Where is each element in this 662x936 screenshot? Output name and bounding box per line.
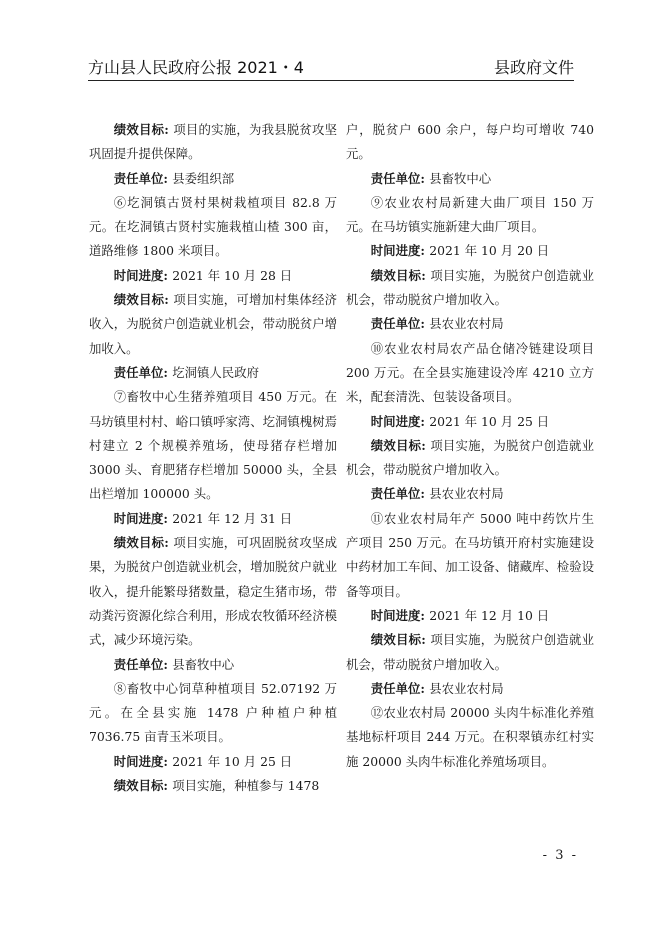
field-label: 责任单位: (113, 170, 173, 186)
project-description: ⑨农业农村局新建大曲厂项目 150 万元。在马坊镇实施新建大曲厂项目。 (346, 194, 594, 235)
paragraph (89, 288, 337, 361)
section-title: 县政府文件 (493, 58, 574, 77)
paragraph (346, 507, 594, 604)
field-label: 绩效目标: (370, 267, 431, 283)
paragraph (346, 337, 594, 410)
paragraph (346, 312, 594, 336)
left-column (89, 118, 337, 798)
project-description: ⑧畜牧中心饲草种植项目 52.07192 万元。在全县实施 1478 户种植户种植 7036.75 亩青玉米项目。 (89, 680, 337, 745)
paragraph (346, 264, 594, 313)
field-value: 县农业农村局 (429, 316, 504, 332)
paragraph (89, 774, 337, 798)
paragraph (346, 628, 594, 677)
paragraph (346, 701, 594, 774)
paragraph (346, 191, 594, 240)
field-label: 责任单位: (113, 364, 173, 380)
field-value: 项目实施，为脱贫户创造就业机会，带动脱贫户增加收入。 (346, 632, 594, 672)
paragraph-text: 户，脱贫户 600 余户，每户均可增收 740 元。 (346, 122, 594, 162)
field-label: 责任单位: (370, 170, 430, 186)
field-value: 圪洞镇人民政府 (172, 364, 259, 380)
paragraph (89, 118, 337, 167)
paragraph (89, 167, 337, 191)
field-label: 时间进度: (370, 413, 430, 429)
field-label: 责任单位: (370, 316, 430, 332)
field-value: 项目实施，种植参与 1478 (172, 778, 320, 794)
field-value: 县农业农村局 (429, 486, 504, 502)
field-label: 绩效目标: (113, 778, 173, 794)
field-label: 时间进度: (113, 753, 173, 769)
field-value: 2021 年 10 月 28 日 (172, 267, 293, 283)
field-value: 2021 年 12 月 10 日 (429, 607, 550, 623)
paragraph (346, 482, 594, 506)
field-value: 项目实施，为脱贫户创造就业机会，带动脱贫户增加收入。 (346, 267, 594, 308)
paragraph (346, 118, 594, 167)
field-value: 县委组织部 (172, 170, 235, 186)
paragraph (346, 410, 594, 434)
field-label: 时间进度: (113, 267, 173, 283)
field-label: 责任单位: (370, 680, 430, 696)
paragraph (89, 264, 337, 288)
field-value: 县畜牧中心 (429, 170, 492, 186)
field-value: 2021 年 12 月 31 日 (172, 510, 293, 526)
project-description: ⑩农业农村局农产品仓储冷链建设项目 200 万元。在全县实施建设冷库 4210 立方米，配套清洗、包装设备项目。 (346, 340, 594, 405)
project-description: ⑦畜牧中心生猪养殖项目 450 万元。在马坊镇里村村、峪口镇呼家湾、圪洞镇槐树焉村建立 2 个规模养殖场，使母猪存栏增加 3000 头、育肥猪存栏增加 50000 头，全县出栏增加 100000 头。 (89, 389, 337, 502)
field-value: 2021 年 10 月 25 日 (172, 753, 293, 769)
project-description: ⑫农业农村局 20000 头肉牛标准化养殖基地标杆项目 244 万元。在积翠镇赤红村实施 20000 头肉牛标准化养殖场项目。 (346, 705, 594, 769)
paragraph (346, 239, 594, 263)
paragraph (346, 434, 594, 483)
paragraph (89, 653, 337, 677)
field-label: 责任单位: (370, 486, 430, 502)
paragraph (346, 604, 594, 628)
field-label: 绩效目标: (370, 437, 431, 453)
publication-title: 方山县人民政府公报 2021・4 (88, 58, 304, 77)
field-value: 2021 年 10 月 25 日 (429, 413, 550, 429)
right-column (346, 118, 594, 774)
project-description: ⑪农业农村局年产 5000 吨中药饮片生产项目 250 万元。在马坊镇开府村实施建设中药材加工车间、加工设备、储藏库、检验设备等项目。 (346, 510, 594, 599)
field-label: 绩效目标: (370, 632, 431, 648)
paragraph (89, 385, 337, 506)
paragraph-text: 项目的实施，为我县脱贫攻坚巩固提升提供保障。 (89, 122, 337, 162)
paragraph (346, 167, 594, 191)
page-number: - 3 - (542, 848, 578, 863)
paragraph (89, 361, 337, 385)
field-label: 时间进度: (370, 243, 430, 259)
field-value: 2021 年 10 月 20 日 (429, 243, 550, 259)
field-value: 县农业农村局 (429, 680, 504, 696)
field-label: 责任单位: (113, 656, 173, 672)
paragraph (89, 677, 337, 750)
field-value: 县畜牧中心 (172, 656, 235, 672)
field-value: 项目实施，为脱贫户创造就业机会，带动脱贫户增加收入。 (346, 437, 594, 478)
field-label: 时间进度: (113, 510, 173, 526)
project-description: ⑥圪洞镇古贤村果树栽植项目 82.8 万元。在圪洞镇古贤村实施栽植山楂 300 亩，道路维修 1800 米项目。 (89, 194, 337, 259)
field-label: 绩效目标: (113, 535, 174, 551)
page-header (88, 48, 574, 78)
field-label: 绩效目标: (113, 292, 174, 308)
field-label: 绩效目标: (113, 122, 174, 137)
field-value: 项目实施，可增加村集体经济收入，为脱贫户创造就业机会，带动脱贫户增加收入。 (89, 292, 337, 356)
header-divider (88, 80, 574, 81)
paragraph (89, 507, 337, 531)
paragraph (89, 191, 337, 264)
paragraph (89, 531, 337, 652)
field-label: 时间进度: (370, 607, 430, 623)
field-value: 项目实施，可巩固脱贫攻坚成果，为脱贫户创造就业机会，增加脱贫户就业收入，提升能繁母猪数量，稳定生猪市场，带动粪污资源化综合利用，形成农牧循环经济模式，减少环境污染。 (89, 535, 337, 648)
paragraph (89, 750, 337, 774)
paragraph (346, 677, 594, 701)
